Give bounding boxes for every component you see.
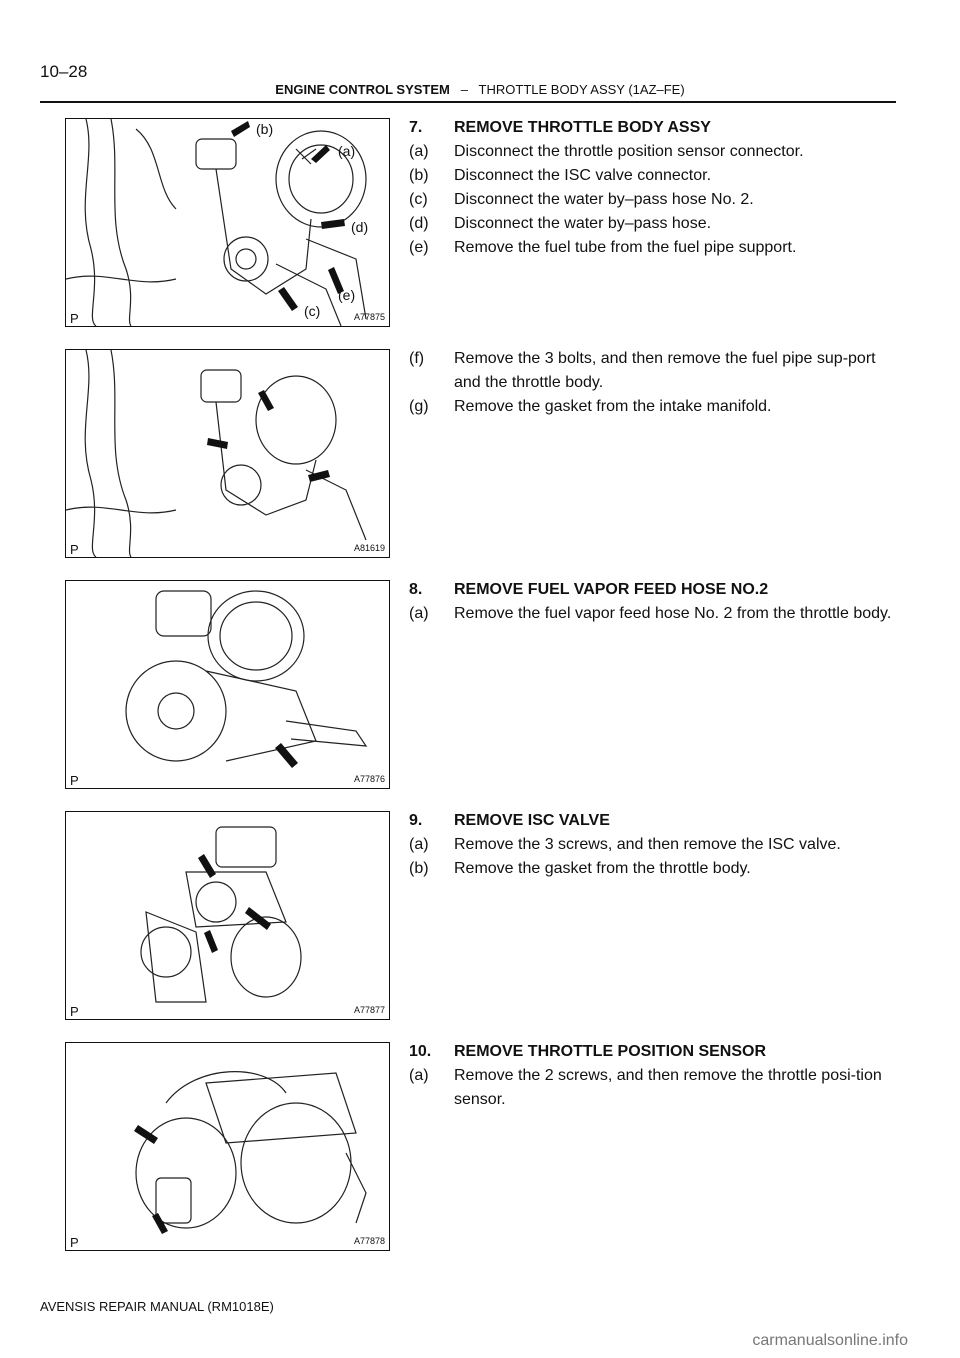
item-text: Disconnect the water by–pass hose No. 2. (454, 191, 754, 208)
figure-code: A77877 (353, 1005, 385, 1015)
figure-a81619 (65, 349, 390, 558)
figure-code: A77876 (353, 774, 385, 784)
figure-code: A77878 (353, 1236, 385, 1246)
callout-e: (e) (338, 287, 356, 303)
step-title (409, 116, 899, 140)
item-key: (f) (409, 350, 425, 367)
list-item (409, 1064, 899, 1112)
figure-a77878 (65, 1042, 390, 1251)
list-item (409, 212, 899, 236)
figure-p-mark: P (70, 1004, 79, 1019)
list-item (409, 602, 899, 626)
item-key: (a) (409, 143, 429, 160)
callout-c: (c) (304, 303, 321, 319)
figure-p-mark: P (70, 1235, 79, 1250)
figure-p-mark: P (70, 311, 79, 326)
list-item (409, 833, 899, 857)
item-key: (a) (409, 836, 429, 853)
page-header (0, 82, 960, 97)
step-7 (409, 116, 899, 260)
header-separator: – (460, 82, 468, 97)
figure-a77875 (65, 118, 390, 327)
item-text: Remove the 3 screws, and then remove the ISC valve. (454, 836, 841, 853)
step-heading: REMOVE THROTTLE POSITION SENSOR (454, 1043, 767, 1060)
step-number: 10. (409, 1043, 432, 1060)
step-heading: REMOVE FUEL VAPOR FEED HOSE NO.2 (454, 581, 769, 598)
item-key: (c) (409, 191, 428, 208)
step-9 (409, 809, 899, 881)
figure-p-mark: P (70, 542, 79, 557)
item-key: (d) (409, 215, 429, 232)
item-key: (b) (409, 167, 429, 184)
step-heading: REMOVE THROTTLE BODY ASSY (454, 119, 711, 136)
step-7-continued (409, 347, 899, 419)
page-footer: AVENSIS REPAIR MANUAL (RM1018E) (40, 1299, 274, 1314)
item-text: Remove the gasket from the throttle body. (454, 860, 751, 877)
step-number: 8. (409, 581, 423, 598)
throttle-body-illustration (66, 350, 389, 557)
section-title: ENGINE CONTROL SYSTEM (275, 82, 450, 97)
list-item (409, 395, 899, 419)
item-text: Remove the fuel vapor feed hose No. 2 from the throttle body. (454, 605, 892, 622)
item-text: Remove the fuel tube from the fuel pipe support. (454, 239, 797, 256)
list-item (409, 347, 899, 395)
figure-code: A77875 (353, 312, 385, 322)
list-item (409, 188, 899, 212)
item-text: Disconnect the ISC valve connector. (454, 167, 712, 184)
list-item (409, 140, 899, 164)
step-title (409, 578, 899, 602)
step-heading: REMOVE ISC VALVE (454, 812, 610, 829)
throttle-body-illustration (66, 581, 389, 788)
item-key: (b) (409, 860, 429, 877)
header-rule (40, 101, 896, 103)
figure-p-mark: P (70, 773, 79, 788)
step-number: 7. (409, 119, 423, 136)
callout-a: (a) (338, 143, 356, 159)
callout-b: (b) (256, 121, 274, 137)
item-text: Remove the 2 screws, and then remove the throttle posi-tion sensor. (454, 1067, 882, 1108)
subsection-title: THROTTLE BODY ASSY (1AZ–FE) (478, 82, 685, 97)
step-10 (409, 1040, 899, 1112)
list-item (409, 236, 899, 260)
item-text: Remove the 3 bolts, and then remove the fuel pipe sup-port and the throttle body. (454, 350, 876, 391)
list-item (409, 857, 899, 881)
item-key: (e) (409, 239, 429, 256)
figure-a77877 (65, 811, 390, 1020)
page-number: 10–28 (40, 62, 88, 81)
step-title (409, 809, 899, 833)
throttle-position-sensor-illustration (66, 1043, 389, 1250)
item-text: Disconnect the throttle position sensor connector. (454, 143, 804, 160)
callout-d: (d) (351, 219, 369, 235)
item-text: Disconnect the water by–pass hose. (454, 215, 712, 232)
isc-valve-illustration (66, 812, 389, 1019)
list-item (409, 164, 899, 188)
step-8 (409, 578, 899, 626)
figure-code: A81619 (353, 543, 385, 553)
item-text: Remove the gasket from the intake manifold. (454, 398, 772, 415)
figure-a77876 (65, 580, 390, 789)
item-key: (a) (409, 1067, 429, 1084)
item-key: (g) (409, 398, 429, 415)
watermark: carmanualsonline.info (752, 1332, 908, 1349)
step-title (409, 1040, 899, 1064)
step-number: 9. (409, 812, 423, 829)
item-key: (a) (409, 605, 429, 622)
